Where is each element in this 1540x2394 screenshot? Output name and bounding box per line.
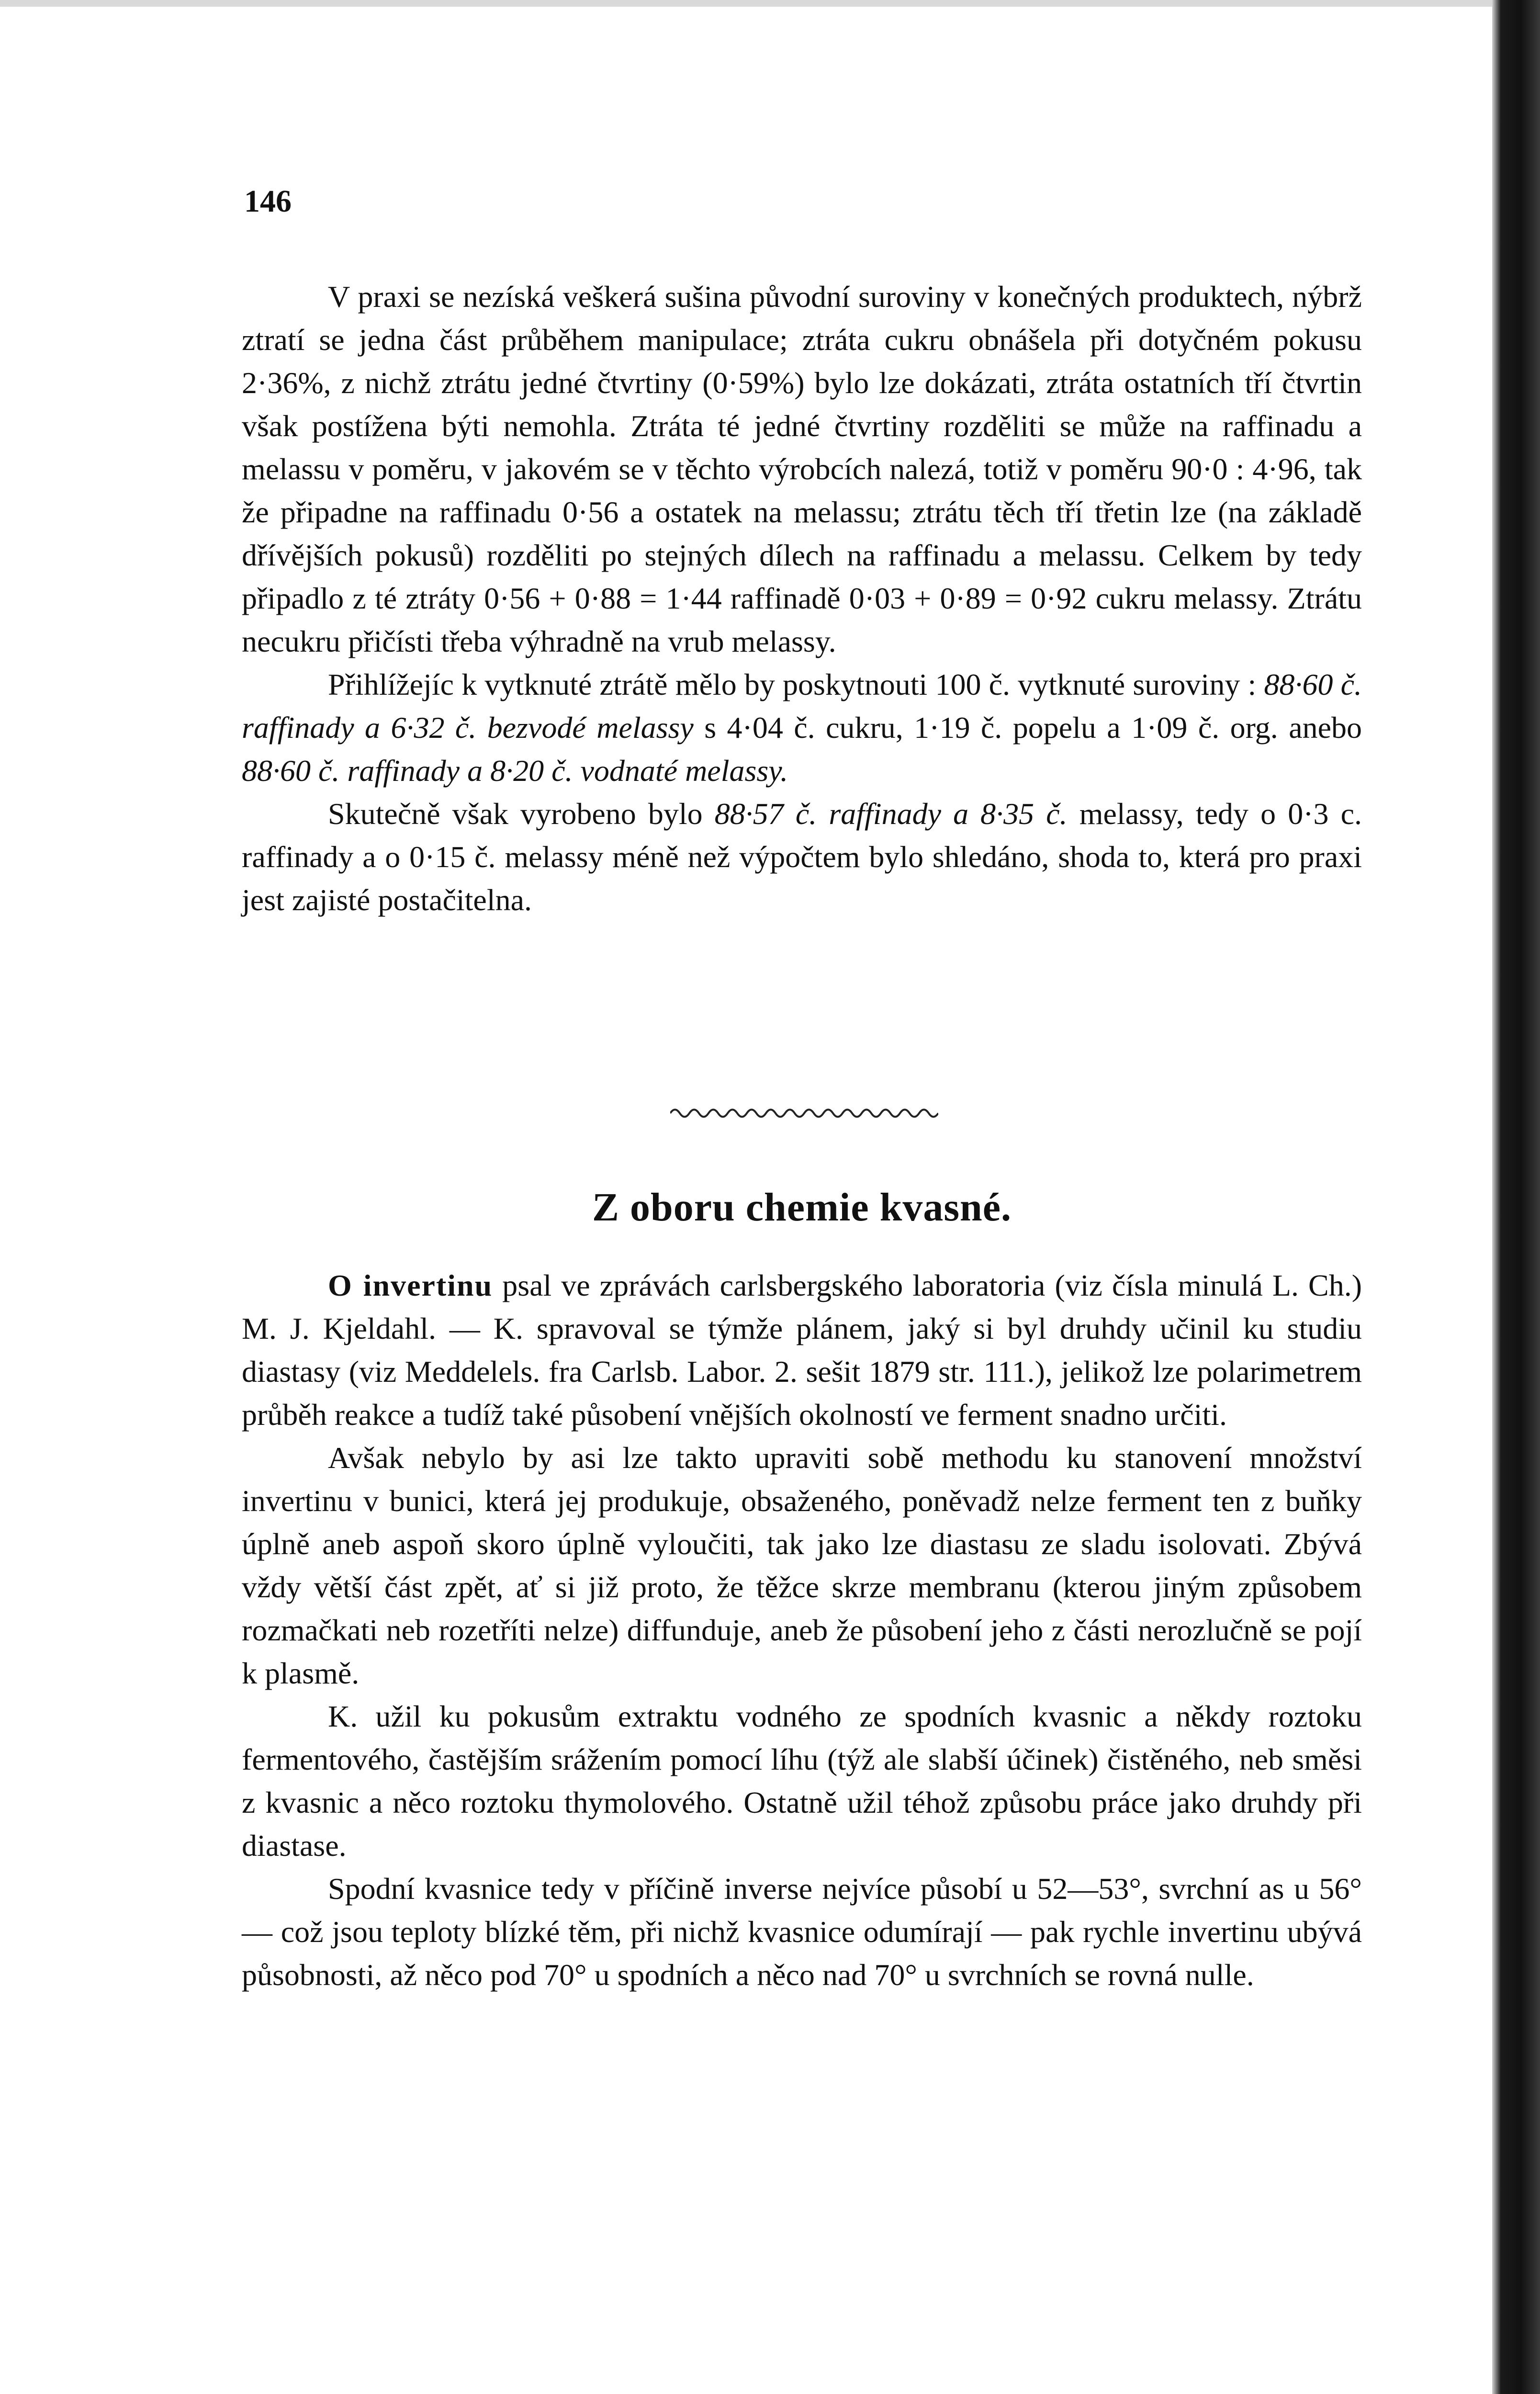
paragraph-2 — [242, 663, 1362, 792]
section-fermentation-chemistry — [242, 1264, 1362, 1997]
book-binding-edge — [1492, 0, 1540, 2394]
paragraph-experiments: K. užil ku pokusům extraktu vodného ze spodních kvasnic a někdy roztoku fermentového, častějším srážením pomocí líhu (týž ale slabší účinek) čistěného, neb směsi z kvasnic a něco roztoku thymolového. Ostatně užil téhož způsobu práce jako druhdy při diastase. — [242, 1699, 1362, 1863]
paragraph-2-italic-1: 88·60 č. raffinady a 6·32 č. bezvodé melassy — [242, 667, 1362, 745]
invertin-rest: psal ve zprávách carlsbergského laboratoria (viz čísla minulá L. Ch.) M. J. Kjeldahl. — K. spravoval se týmže plánem, jaký si byl druhdy učinil ku studiu diastasy (viz Meddelels. fra Carlsb. Labor. 2. sešit 1879 str. 111.), jelikož lze polarimetrem průběh reakce a tudíž také působení vnějších okolností ve ferment snadno určiti. — [242, 1268, 1362, 1432]
paragraph-1: V praxi se nezíská veškerá sušina původní suroviny v konečných produktech, nýbrž ztratí se jedna část průběhem manipulace; ztráta cukru obnášela při dotyčném pokusu 2·36%, z nichž ztrátu jedné čtvrtiny (0·59%) bylo lze dokázati, ztráta ostatních tří čtvrtin však postížena býti nemohla. Ztráta té jedné čtvrtiny rozděliti se může na raffinadu a melassu v poměru, v jakovém se v těchto výrobcích nalezá, totiž v poměru 90·0 : 4·96, tak že připadne na raffinadu 0·56 a ostatek na melassu; ztrátu těch tří třetin lze (na základě dřívějších pokusů) rozděliti po stejných dílech na raffinadu a melassu. Celkem by tedy připadlo z té ztráty 0·56 + 0·88 = 1·44 raffinadě 0·03 + 0·89 = 0·92 cukru melassy. Ztrátu necukru přičísti třeba výhradně na vrub melassy. — [242, 280, 1362, 658]
paragraph-2-middle: s 4·04 č. cukru, 1·19 č. popelu a 1·09 č. org. anebo — [693, 711, 1362, 745]
paragraph-2-start: Přihlížejíc k vytknuté ztrátě mělo by poskytnouti 100 č. vytknuté suroviny : — [328, 667, 1264, 701]
invertin-lead: O invertinu — [328, 1268, 493, 1302]
page-top-edge — [0, 0, 1540, 7]
section-heading: Z oboru chemie kvasné. — [592, 1185, 1012, 1230]
paragraph-temperatures: Spodní kvasnice tedy v příčině inverse nejvíce působí u 52—53°, svrchní as u 56° — což jsou teploty blízké těm, při nichž kvasnice odumírají — pak rychle invertinu ubývá působnosti, až něco pod 70° u spodních a něco nad 70° u svrchních se rovná nulle. — [242, 1872, 1362, 1992]
paragraph-method: Avšak nebylo by asi lze takto upraviti sobě methodu ku stanovení množství invertinu v bunici, která jej produkuje, obsaženého, poněvadž nelze ferment ten z buňky úplně aneb aspoň skoro úplně vyloučiti, tak jako lze diastasu ze sladu isolovati. Zbývá vždy větší část zpět, ať si již proto, že těžce skrze membranu (kterou jiným způsobem rozmačkati neb rozetříti nelze) diffunduje, aneb že působení jeho z části nerozlučně se pojí k plasmě. — [242, 1441, 1362, 1690]
paragraph-3-end: melassy, tedy o 0·3 c. raffinady a o 0·15 č. melassy méně než výpočtem bylo shledáno, shoda to, která pro praxi jest zajisté postačitelna. — [242, 797, 1362, 917]
paragraph-invertin — [242, 1264, 1362, 1436]
paragraph-3-italic: 88·57 č. raffinady a 8·35 č. — [714, 797, 1068, 831]
paragraph-3 — [242, 792, 1362, 922]
page-number: 146 — [244, 184, 292, 219]
section-sugar-loss — [242, 275, 1362, 922]
wavy-divider — [670, 1104, 938, 1123]
paragraph-3-start: Skutečně však vyrobeno bylo — [328, 797, 715, 831]
paragraph-2-italic-2: 88·60 č. raffinady a 8·20 č. vodnaté melassy. — [242, 754, 788, 788]
